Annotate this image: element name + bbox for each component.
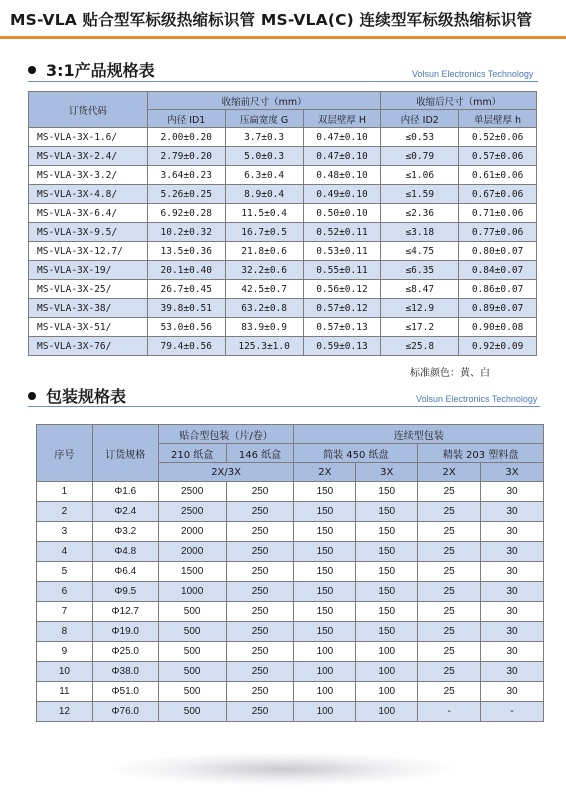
table-cell: 100: [356, 682, 418, 702]
table-cell: 11: [37, 682, 93, 702]
table-cell: 0.90±0.08: [459, 318, 537, 337]
table-cell: Φ4.8: [92, 542, 158, 562]
table-cell: 0.71±0.06: [459, 204, 537, 223]
table-cell: 10.2±0.32: [147, 223, 225, 242]
table-cell: 2.79±0.20: [147, 147, 225, 166]
table-cell: MS-VLA-3X-76/: [29, 337, 148, 356]
table-cell: 0.52±0.06: [459, 128, 537, 147]
table-cell: 2500: [158, 502, 226, 522]
table-cell: 5.26±0.25: [147, 185, 225, 204]
table-cell: 30: [481, 642, 544, 662]
table-cell: 250: [226, 602, 294, 622]
header-after: 收缩后尺寸（mm）: [381, 92, 537, 110]
table-row: [29, 128, 537, 147]
table-cell: 2: [37, 502, 93, 522]
table-row: [29, 318, 537, 337]
table-cell: ≤25.8: [381, 337, 459, 356]
header-ratio-3x: 3X: [356, 463, 418, 482]
table-cell: MS-VLA-3X-38/: [29, 299, 148, 318]
table-cell: 25: [418, 622, 481, 642]
table-row: [37, 682, 544, 702]
table-row: [37, 582, 544, 602]
table-cell: 13.5±0.36: [147, 242, 225, 261]
table-cell: 83.9±0.9: [225, 318, 303, 337]
header-single-wall: 单层壁厚 h: [459, 110, 537, 128]
table-cell: MS-VLA-3X-19/: [29, 261, 148, 280]
footer-decoration: [110, 752, 456, 786]
table-cell: 25: [418, 682, 481, 702]
header-order-spec: 订货规格: [92, 425, 158, 482]
table-cell: MS-VLA-3X-3.2/: [29, 166, 148, 185]
table-cell: 25: [418, 542, 481, 562]
table-cell: 250: [226, 562, 294, 582]
table-cell: 150: [356, 582, 418, 602]
table-cell: ≤12.9: [381, 299, 459, 318]
table-row: [37, 602, 544, 622]
table-cell: 150: [356, 482, 418, 502]
header-ratio-2x-b: 2X: [418, 463, 481, 482]
table-cell: 0.53±0.11: [303, 242, 381, 261]
table-cell: 1000: [158, 582, 226, 602]
table-cell: 2.00±0.20: [147, 128, 225, 147]
table-cell: 79.4±0.56: [147, 337, 225, 356]
table-cell: 2000: [158, 542, 226, 562]
table-cell: 30: [481, 522, 544, 542]
header-flat-width: 压扁宽度 G: [225, 110, 303, 128]
table-cell: 150: [356, 502, 418, 522]
header-tube450: 简装 450 纸盘: [294, 444, 418, 463]
table-cell: MS-VLA-3X-25/: [29, 280, 148, 299]
table-cell: 1500: [158, 562, 226, 582]
table-cell: Φ9.5: [92, 582, 158, 602]
table-cell: ≤8.47: [381, 280, 459, 299]
table-row: [37, 562, 544, 582]
table-cell: 0.47±0.10: [303, 147, 381, 166]
table-row: [37, 522, 544, 542]
header-ratio-2x: 2X: [294, 463, 356, 482]
header-ratio-both: 2X/3X: [158, 463, 294, 482]
table-cell: 6.3±0.4: [225, 166, 303, 185]
table-row: [37, 502, 544, 522]
table-cell: 30: [481, 502, 544, 522]
table-cell: 150: [294, 582, 356, 602]
table-cell: 150: [356, 562, 418, 582]
table-cell: 100: [356, 662, 418, 682]
header-ratio-3x-b: 3X: [481, 463, 544, 482]
table-cell: 0.57±0.06: [459, 147, 537, 166]
packaging-table: [36, 424, 544, 722]
table-cell: 30: [481, 482, 544, 502]
table-cell: 100: [356, 642, 418, 662]
table-cell: 25: [418, 662, 481, 682]
table-cell: Φ3.2: [92, 522, 158, 542]
table-cell: 6: [37, 582, 93, 602]
table-cell: MS-VLA-3X-6.4/: [29, 204, 148, 223]
table-cell: 30: [481, 662, 544, 682]
table-row: [29, 223, 537, 242]
table-cell: 250: [226, 582, 294, 602]
table-cell: 63.2±0.8: [225, 299, 303, 318]
table-row: [29, 337, 537, 356]
table-cell: 0.52±0.11: [303, 223, 381, 242]
section-rule-specs: [28, 81, 538, 82]
table-cell: Φ6.4: [92, 562, 158, 582]
table-row: [37, 642, 544, 662]
table-cell: 30: [481, 542, 544, 562]
table-cell: 500: [158, 662, 226, 682]
table-row: [29, 261, 537, 280]
table-row: [37, 662, 544, 682]
table-cell: Φ25.0: [92, 642, 158, 662]
section-title-specs: 3:1产品规格表: [46, 61, 155, 80]
table-cell: 150: [294, 502, 356, 522]
packaging-table-body: [37, 482, 544, 722]
table-cell: 500: [158, 682, 226, 702]
table-cell: ≤0.79: [381, 147, 459, 166]
table-cell: 150: [356, 622, 418, 642]
table-cell: 5.0±0.3: [225, 147, 303, 166]
company-tagline-packaging: Volsun Electronics Technology: [416, 394, 538, 404]
table-row: [29, 166, 537, 185]
table-cell: 0.92±0.09: [459, 337, 537, 356]
header-id1: 内径 ID1: [147, 110, 225, 128]
spec-table: [28, 91, 537, 356]
table-cell: 250: [226, 642, 294, 662]
table-cell: 250: [226, 482, 294, 502]
table-cell: ≤1.06: [381, 166, 459, 185]
table-cell: 25: [418, 502, 481, 522]
table-cell: 150: [294, 602, 356, 622]
table-cell: 0.77±0.06: [459, 223, 537, 242]
standard-colors-note: 标准颜色：黄、白: [410, 368, 490, 379]
table-cell: 30: [481, 682, 544, 702]
table-row: [29, 242, 537, 261]
table-cell: 42.5±0.7: [225, 280, 303, 299]
section-heading-packaging: [28, 384, 126, 407]
title-rule: [0, 36, 566, 39]
table-cell: 26.7±0.45: [147, 280, 225, 299]
table-cell: 100: [356, 702, 418, 722]
table-cell: 100: [294, 682, 356, 702]
table-cell: 0.55±0.11: [303, 261, 381, 280]
table-cell: Φ51.0: [92, 682, 158, 702]
company-tagline-specs: Volsun Electronics Technology: [412, 69, 534, 79]
table-cell: 30: [481, 562, 544, 582]
table-cell: 100: [294, 702, 356, 722]
table-cell: 30: [481, 582, 544, 602]
table-row: [37, 482, 544, 502]
table-cell: 500: [158, 622, 226, 642]
table-cell: 25: [418, 582, 481, 602]
table-cell: 0.47±0.10: [303, 128, 381, 147]
table-cell: 7: [37, 602, 93, 622]
table-cell: 150: [294, 482, 356, 502]
table-cell: 6.92±0.28: [147, 204, 225, 223]
header-box146: 146 纸盒: [226, 444, 294, 463]
header-cont-pack: 连续型包装: [294, 425, 544, 444]
table-cell: 2500: [158, 482, 226, 502]
table-cell: 0.80±0.07: [459, 242, 537, 261]
table-cell: 8.9±0.4: [225, 185, 303, 204]
header-order-code: 订货代码: [29, 92, 148, 128]
section-rule-packaging: [28, 406, 540, 407]
table-cell: 100: [294, 662, 356, 682]
table-row: [29, 299, 537, 318]
bullet-icon: [28, 66, 36, 74]
table-cell: 21.8±0.6: [225, 242, 303, 261]
table-cell: MS-VLA-3X-4.8/: [29, 185, 148, 204]
table-cell: 20.1±0.40: [147, 261, 225, 280]
table-cell: 25: [418, 522, 481, 542]
table-cell: 0.89±0.07: [459, 299, 537, 318]
table-row: [29, 185, 537, 204]
table-cell: MS-VLA-3X-1.6/: [29, 128, 148, 147]
table-row: [37, 622, 544, 642]
table-cell: 0.49±0.10: [303, 185, 381, 204]
table-cell: 30: [481, 602, 544, 622]
table-row: [37, 542, 544, 562]
table-row: [29, 280, 537, 299]
table-cell: 250: [226, 542, 294, 562]
table-cell: Φ1.6: [92, 482, 158, 502]
table-cell: 0.57±0.12: [303, 299, 381, 318]
header-seq: 序号: [37, 425, 93, 482]
table-cell: 4: [37, 542, 93, 562]
table-cell: 30: [481, 622, 544, 642]
table-cell: ≤0.53: [381, 128, 459, 147]
table-cell: 25: [418, 482, 481, 502]
table-cell: 11.5±0.4: [225, 204, 303, 223]
table-cell: 0.86±0.07: [459, 280, 537, 299]
table-cell: 250: [226, 682, 294, 702]
table-cell: -: [481, 702, 544, 722]
table-cell: 32.2±0.6: [225, 261, 303, 280]
table-cell: 0.50±0.10: [303, 204, 381, 223]
table-cell: ≤17.2: [381, 318, 459, 337]
table-cell: 150: [294, 522, 356, 542]
table-cell: 16.7±0.5: [225, 223, 303, 242]
table-cell: Φ19.0: [92, 622, 158, 642]
header-fit-pack: 贴合型包装（片/卷）: [158, 425, 294, 444]
table-cell: 39.8±0.51: [147, 299, 225, 318]
table-cell: 0.56±0.12: [303, 280, 381, 299]
table-cell: -: [418, 702, 481, 722]
table-cell: MS-VLA-3X-9.5/: [29, 223, 148, 242]
table-cell: MS-VLA-3X-51/: [29, 318, 148, 337]
table-cell: 1: [37, 482, 93, 502]
table-cell: 53.0±0.56: [147, 318, 225, 337]
table-row: [29, 147, 537, 166]
table-cell: 0.67±0.06: [459, 185, 537, 204]
table-cell: 100: [294, 642, 356, 662]
table-cell: 250: [226, 622, 294, 642]
table-cell: 12: [37, 702, 93, 722]
table-cell: 150: [356, 602, 418, 622]
table-cell: 500: [158, 642, 226, 662]
table-cell: ≤2.36: [381, 204, 459, 223]
table-cell: ≤4.75: [381, 242, 459, 261]
table-cell: 0.61±0.06: [459, 166, 537, 185]
table-cell: 3: [37, 522, 93, 542]
table-cell: 150: [356, 522, 418, 542]
table-cell: 25: [418, 602, 481, 622]
table-cell: 150: [356, 542, 418, 562]
table-cell: 150: [294, 542, 356, 562]
table-row: [29, 204, 537, 223]
table-cell: Φ38.0: [92, 662, 158, 682]
table-cell: 150: [294, 562, 356, 582]
page-title: MS-VLA 贴合型军标级热缩标识管 MS-VLA(C) 连续型军标级热缩标识管: [10, 11, 533, 29]
header-fine203: 精装 203 塑料盘: [418, 444, 544, 463]
table-cell: 8: [37, 622, 93, 642]
table-cell: 250: [226, 702, 294, 722]
table-cell: Φ12.7: [92, 602, 158, 622]
table-cell: 3.64±0.23: [147, 166, 225, 185]
table-cell: 5: [37, 562, 93, 582]
table-cell: 25: [418, 562, 481, 582]
table-cell: 0.59±0.13: [303, 337, 381, 356]
table-cell: 0.84±0.07: [459, 261, 537, 280]
table-cell: 125.3±1.0: [225, 337, 303, 356]
table-cell: 3.7±0.3: [225, 128, 303, 147]
table-cell: 150: [294, 622, 356, 642]
header-before: 收缩前尺寸（mm）: [147, 92, 381, 110]
spec-table-body: [29, 128, 537, 356]
table-cell: ≤3.18: [381, 223, 459, 242]
table-cell: 250: [226, 502, 294, 522]
table-cell: 250: [226, 522, 294, 542]
table-cell: ≤6.35: [381, 261, 459, 280]
header-double-wall: 双层壁厚 H: [303, 110, 381, 128]
table-cell: 25: [418, 642, 481, 662]
header-id2: 内径 ID2: [381, 110, 459, 128]
table-cell: 9: [37, 642, 93, 662]
table-cell: 0.48±0.10: [303, 166, 381, 185]
table-cell: MS-VLA-3X-2.4/: [29, 147, 148, 166]
table-cell: 2000: [158, 522, 226, 542]
table-row: [37, 702, 544, 722]
table-cell: 500: [158, 602, 226, 622]
table-cell: 250: [226, 662, 294, 682]
section-heading-specs: [28, 58, 155, 81]
table-cell: MS-VLA-3X-12.7/: [29, 242, 148, 261]
table-cell: 10: [37, 662, 93, 682]
table-cell: Φ76.0: [92, 702, 158, 722]
table-cell: 0.57±0.13: [303, 318, 381, 337]
table-cell: 500: [158, 702, 226, 722]
section-title-packaging: 包装规格表: [46, 387, 127, 406]
table-cell: Φ2.4: [92, 502, 158, 522]
bullet-icon: [28, 392, 36, 400]
table-cell: ≤1.59: [381, 185, 459, 204]
header-box210: 210 纸盒: [158, 444, 226, 463]
